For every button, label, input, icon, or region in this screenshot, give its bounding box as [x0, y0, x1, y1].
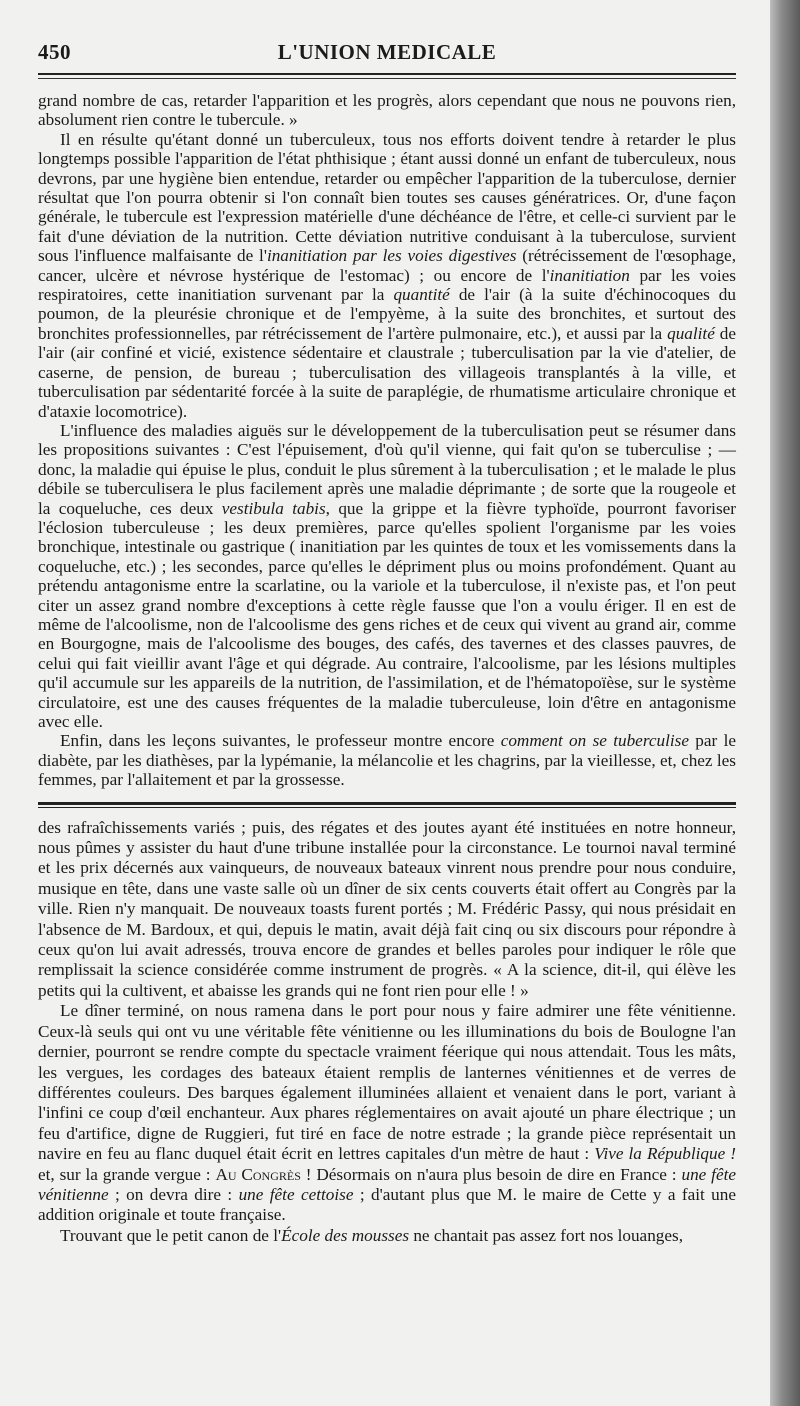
article-body [38, 91, 736, 790]
journal-title: L'UNION MEDICALE [277, 40, 497, 64]
article-paragraph: Enfin, dans les leçons suivantes, le professeur montre encore comment on se tuberculise par le diabète, par les diathèses, par la lypémanie, la mélancolie et les chagrins, par la vieillesse, et, chez les femmes, par l'allaitement et par la grossesse. [38, 731, 736, 790]
header-rule [38, 78, 736, 79]
article-paragraph: L'influence des maladies aiguës sur le développement de la tuberculisation peut se résumer dans les propositions suivantes : C'est l'épuisement, d'où qu'il vienne, qui fait qu'on se tuberculise ; — donc, la maladie qui épuise le plus, conduit le plus sûrement à la tuberculisation ; et le malade le plus débile se tuberculisera le plus facilement après une maladie déprimante ; de sorte que la rougeole et la coqueluche, ces deux vestibula tabis, que la grippe et la fièvre typhoïde, pourront favoriser l'éclosion tuberculeuse ; les deux premières, parce qu'elles spolient l'organisme par les voies bronchique, intestinale ou gastrique ( inanitiation par les quintes de toux et les vomissements dans la coqueluche, etc.) ; les secondes, parce qu'elles le dépriment plus ou moins profondément. Quant au prétendu antagonisme entre la scarlatine, ou la variole et la tuberculose, il n'existe pas, et l'on peut citer un assez grand nombre d'exceptions à cette règle fausse que l'on a voulu ériger. Il en est de même de l'alcoolisme, non de l'alcoolisme des gens riches et de ceux qui vivent au grand air, comme en Bourgogne, mais de l'alcoolisme des bouges, des cafés, des tavernes et des classes pauvres, de celui qui fait vieillir avant l'âge et qui dégrade. Au contraire, l'alcoolisme, par les lésions multiples qu'il accumule sur les appareils de la nutrition, de l'assimilation, et de l'hématopoïèse, sur le système circulatoire, est une des causes fréquentes de la maladie tuberculeuse, loin d'être en antagonisme avec elle. [38, 420, 736, 731]
feuilleton-paragraph: Trouvant que le petit canon de l'École des mousses ne chantait pas assez fort nos louanges, [60, 1225, 683, 1245]
article-paragraph: Il en résulte qu'étant donné un tuberculeux, tous nos efforts doivent tendre à retarder le plus longtemps possible l'apparition de l'état phthisique ; étant aussi donné un enfant de tuberculeux, nous devrons, par une hygiène bien entendue, retarder ou empêcher l'apparition de la tuberculose, dernier résultat que l'on pourra obtenir si l'on connaît bien toutes ses causes génératrices. Or, d'une façon générale, le tubercule est l'expression matérielle d'une déchéance de l'être, et celle-ci survient par le fait d'une déviation de la nutrition. Cette déviation nutritive conduisant à la tuberculose, survient sous l'influence malfaisante de l'inanitiation par les voies digestives (rétrécissement de l'œsophage, cancer, ulcère et névrose hystérique de l'estomac) ; ou encore de l'inanitiation par les voies respiratoires, cette inanitiation survenant par la quantité de l'air (à la suite d'échinocoques du poumon, de la pleurésie chronique et de l'empyème, à la suite des bronchites, et surtout des bronchites professionnelles, par rétrécissement de l'artère pulmonaire, etc.), et aussi par la qualité de l'air (air confiné et vicié, existence sédentaire et claustrale ; tuberculisation par la vie d'atelier, de caserne, de pension, de bureau ; tuberculisation des villageois transplantés à la ville, et tuberculisation par sédentarité forcée à la suite de paraplégie, de rhumatisme articulaire chronique et d'ataxie locomotrice). [38, 129, 736, 421]
page-header [38, 40, 736, 75]
page-number: 450 [38, 40, 71, 64]
feuilleton-separator [38, 802, 736, 808]
feuilleton-paragraph: des rafraîchissements variés ; puis, des régates et des joutes ayant été instituées en notre honneur, nous pûmes y assister du haut d'une tribune installée pour la circonstance. Le tournoi naval terminé et les prix décernés aux vainqueurs, de nouveaux bateaux vinrent nous prendre pour nous conduire, musique en tête, dans une vaste salle où un dîner de six cents couverts était offert au Congrès par la ville. Rien n'y manquait. De nouveaux toasts furent portés ; M. Frédéric Passy, qui nous présidait en l'absence de M. Bardoux, et qui, depuis le matin, avait déjà fait cinq ou six discours pour répondre à ceux qu'on lui avait adressés, trouva encore de grandes et belles paroles pour indiquer le rôle que remplissait la science considérée comme instrument de progrès. « A la science, dit-il, qui élève les petits qui la cultivent, et abaisse les grands qui ne font rien pour elle ! » [38, 817, 736, 1000]
feuilleton-body [38, 818, 736, 1247]
article-paragraph: grand nombre de cas, retarder l'apparition et les progrès, alors cependant que nous ne pouvons rien, absolument rien contre le tubercule. » [38, 91, 736, 130]
page-edge-shadow [770, 0, 800, 1406]
feuilleton-paragraph: Le dîner terminé, on nous ramena dans le port pour nous y faire admirer une fête vénitienne. Ceux-là seuls qui ont vu une véritable fête vénitienne ou les illuminations du bois de Boulogne l'an dernier, pourront se rendre compte du spectacle vraiment féerique qui nous attendait. Tous les mâts, les vergues, les cordages des bateaux étaient remplis de lanternes vénitiennes et de verres de différentes couleurs. Des barques également illuminées allaient et venaient dans le port, variant à l'infini ce coup d'œil enchanteur. Aux phares réglementaires on avait ajouté un phare électrique ; un feu d'artifice, digne de Ruggieri, fut tiré en face de notre estrade ; la grande pièce représentait un navire en feu au flanc duquel était écrit en lettres capitales d'un mètre de haut : Vive la République ! et, sur la grande vergue : Au Congrès ! Désormais on n'aura plus besoin de dire en France : une fête vénitienne ; on devra dire : une fête cettoise ; d'autant plus que M. le maire de Cette y a fait une addition originale et toute française. [38, 1001, 736, 1225]
